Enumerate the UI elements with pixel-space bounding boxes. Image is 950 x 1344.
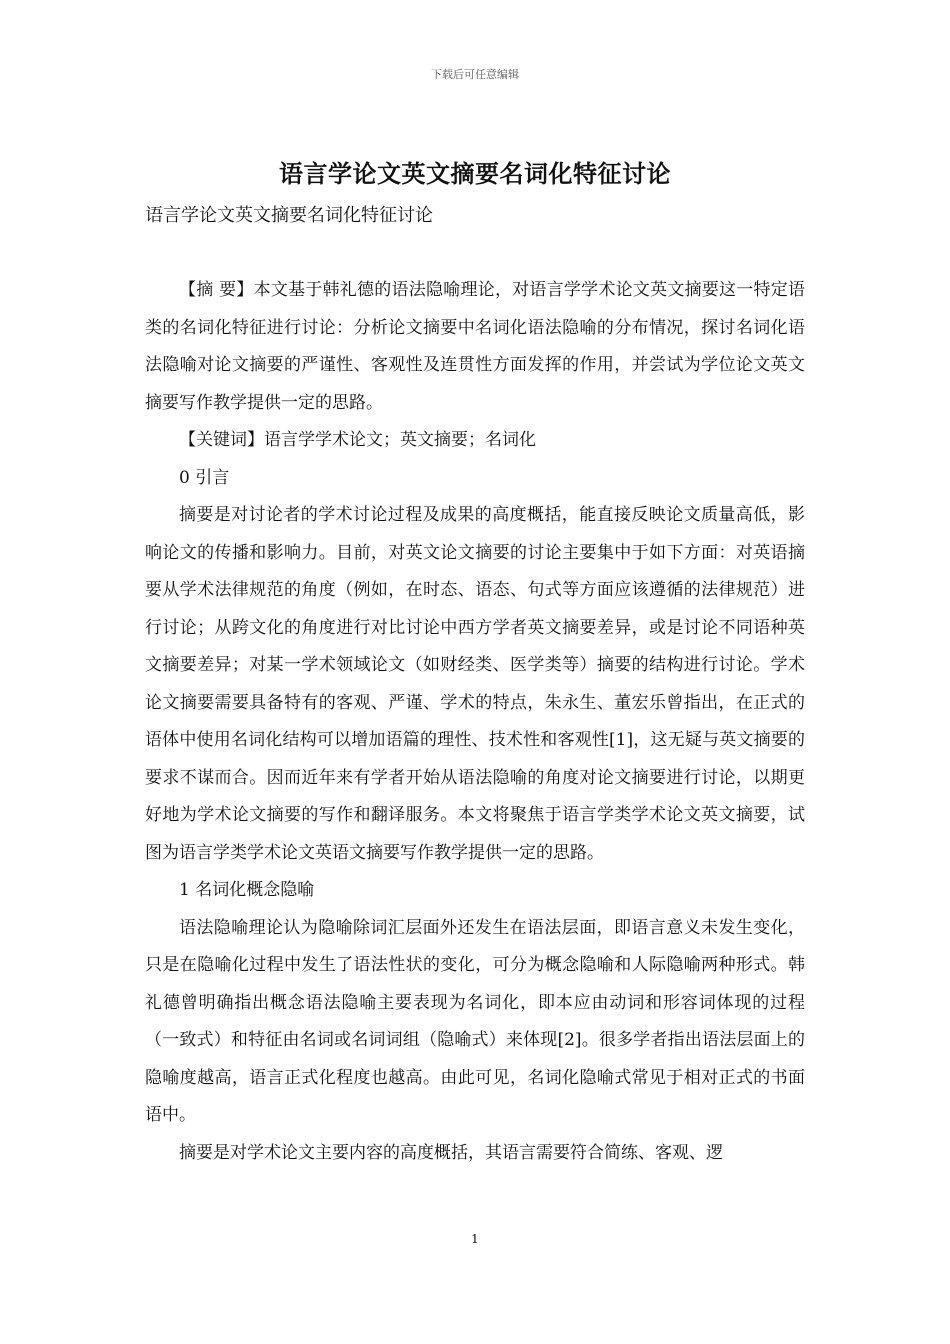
document-title: 语言学论文英文摘要名词化特征讨论 <box>279 159 671 188</box>
section-heading-introduction: 0 引言 <box>179 467 230 488</box>
document-subtitle: 语言学论文英文摘要名词化特征讨论 <box>145 205 433 226</box>
header-note: 下载后可任意编辑 <box>431 68 519 81</box>
body-paragraph: 语法隐喻理论认为隐喻除词汇层面外还发生在语法层面，即语言意义未发生变化，只是在隐喻化过程中发生了语法性状的变化，可分为概念隐喻和人际隐喻两种形式。韩礼德曾明确指出概念语法隐喻主要表现为名词化，即本应由动词和形容词体现的过程（一致式）和特征由名词或名词词组（隐喻式）来体现[2]。很多学者指出语法层面上的隐喻度越高，语言正式化程度也越高。由此可见，名词化隐喻式常见于相对正式的书面语中。 <box>145 917 805 1125</box>
body-paragraph: 摘要是对讨论者的学术讨论过程及成果的高度概括，能直接反映论文质量高低，影响论文的传播和影响力。目前，对英文论文摘要的讨论主要集中于如下方面：对英语摘要从学术法律规范的角度（例如，在时态、语态、句式等方面应该遵循的法律规范）进行讨论；从跨文化的角度进行对比讨论中西方学者英文摘要差异，或是讨论不同语种英文摘要差异；对某一学术领域论文（如财经类、医学类等）摘要的结构进行讨论。学术论文摘要需要具备特有的客观、严谨、学术的特点，朱永生、董宏乐曾指出，在正式的语体中使用名词化结构可以增加语篇的理性、技术性和客观性[1]，这无疑与英文摘要的要求不谋而合。因而近年来有学者开始从语法隐喻的角度对论文摘要进行讨论，以期更好地为学术论文摘要的写作和翻译服务。本文将聚焦于语言学类学术论文英文摘要，试图为语言学类学术论文英语文摘要写作教学提供一定的思路。 <box>145 505 805 863</box>
section-heading-nominalization: 1 名词化概念隐喻 <box>179 880 315 900</box>
page-number: 1 <box>471 1232 479 1246</box>
keywords-paragraph: 【关键词】语言学学术论文；英文摘要；名词化 <box>179 430 536 450</box>
document-body <box>145 272 805 1172</box>
abstract-paragraph: 【摘 要】本文基于韩礼德的语法隐喻理论，对语言学学术论文英文摘要这一特定语类的名词化特征进行讨论：分析论文摘要中名词化语法隐喻的分布情况，探讨名词化语法隐喻对论文摘要的严谨性、客观性及连贯性方面发挥的作用，并尝试为学位论文英文摘要写作教学提供一定的思路。 <box>145 280 805 413</box>
body-paragraph: 摘要是对学术论文主要内容的高度概括，其语言需要符合简练、客观、逻 <box>179 1142 723 1163</box>
